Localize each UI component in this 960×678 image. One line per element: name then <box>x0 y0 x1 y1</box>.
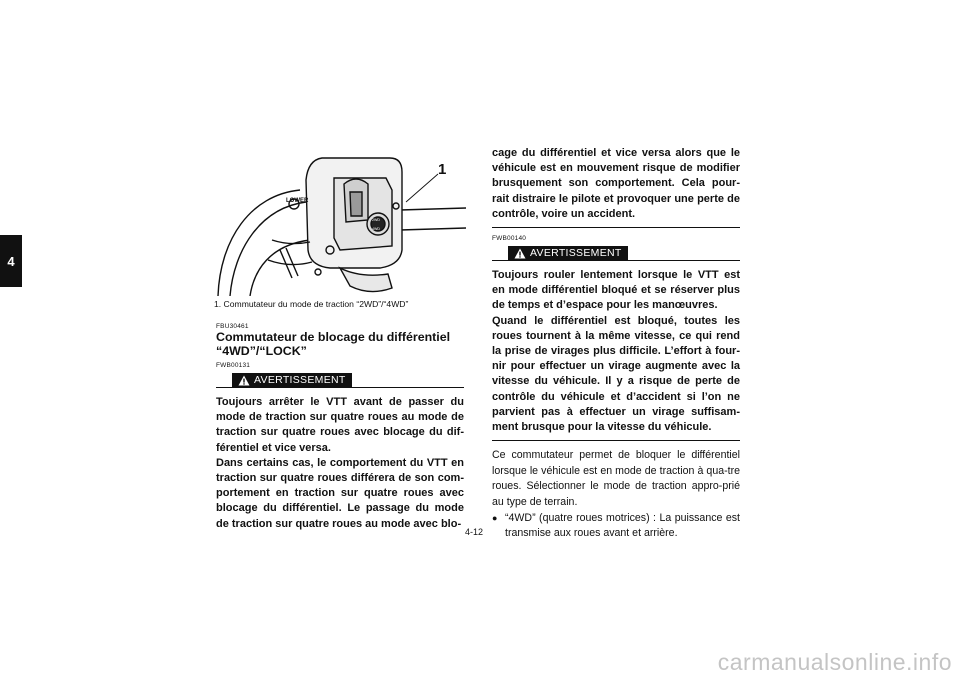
warning-label <box>508 246 628 260</box>
warning-end-rule <box>492 440 740 441</box>
figure-caption: 1. Commutateur du mode de traction “2WD”/“4WD” <box>214 299 409 309</box>
warning-header <box>492 244 740 262</box>
warning-text: Quand le différentiel est bloqué, toutes les roues tournent à la même vitesse, ce qui rend la prise de virages plus difficile. L’effort à four-nir pour effectuer un virage augmente avec la vitesse du véhicule. Il y a risque de perte de contrôle du véhicule et d’accident si l’on ne parvient pas à effectuer un virage suffisam-ment brusque pour la vitesse du véhicule. <box>492 314 740 434</box>
page-number: 4-12 <box>465 527 484 537</box>
warning-text: Toujours rouler lentement lorsque le VTT est en mode différentiel bloqué et se réserver plus de temps et d’espace pour les manœuvres. <box>492 269 740 312</box>
warning-end-rule <box>492 227 740 228</box>
switch-label-4wd: 4WD <box>372 227 380 231</box>
warning-label-text: AVERTISSEMENT <box>530 247 622 260</box>
body-paragraph: Ce commutateur permet de bloquer le différentiel lorsque le véhicule est en mode de traction à qua-tre roues. Sélectionner le mode de traction appro-prié au type de terrain. <box>492 449 740 509</box>
warning-rule <box>216 387 464 388</box>
warning-triangle-icon <box>238 375 250 386</box>
warning-triangle-icon <box>514 248 526 259</box>
list-item <box>492 511 740 542</box>
right-column <box>492 146 740 542</box>
warning-label-text: AVERTISSEMENT <box>254 374 346 386</box>
bullet-icon: ● <box>492 512 498 523</box>
warning-text-continued: cage du différentiel et vice versa alors que le véhicule est en mouvement risque de modifier brusquement son comportement. Cela pour-rait distraire le pilote et provoquer une perte de contrôle, voire un accident. <box>492 147 740 220</box>
watermark: carmanualsonline.info <box>717 649 952 675</box>
warning-code: FWB00140 <box>492 235 527 243</box>
callout-number: 1 <box>438 161 447 178</box>
chapter-number: 4 <box>7 253 15 269</box>
bullet-text: “4WD” (quatre roues motrices) : La puissance est transmise aux roues avant et arrière. <box>505 511 740 540</box>
warning-code: FWB00131 <box>216 362 251 369</box>
chapter-tab <box>0 235 22 287</box>
left-column <box>216 323 464 532</box>
switch-illustration <box>210 150 466 296</box>
switch-label-2wd: 2WD <box>372 218 380 222</box>
handlebar-switch-figure <box>210 150 466 296</box>
warning-text: Dans certains cas, le comportement du VTT en traction sur quatre roues différera de son com-portement en traction sur quatre roues avec blocage du différentiel. Le passage du mode de traction sur quatre roues au mode avec blo- <box>216 456 464 530</box>
warning-header <box>216 371 464 389</box>
section-code: FBU30461 <box>216 323 249 330</box>
sticker-label: LOWER <box>286 198 309 204</box>
warning-label <box>232 373 352 387</box>
warning-text: Toujours arrêter le VTT avant de passer du mode de traction sur quatre roues au mode de traction sur quatre roues avec blocage du dif-férentiel et vice versa. <box>216 396 464 454</box>
warning-rule <box>492 260 740 261</box>
cable-line <box>230 202 306 296</box>
section-title: Commutateur de blocage du différentiel “4WD”/“LOCK” <box>216 330 451 358</box>
